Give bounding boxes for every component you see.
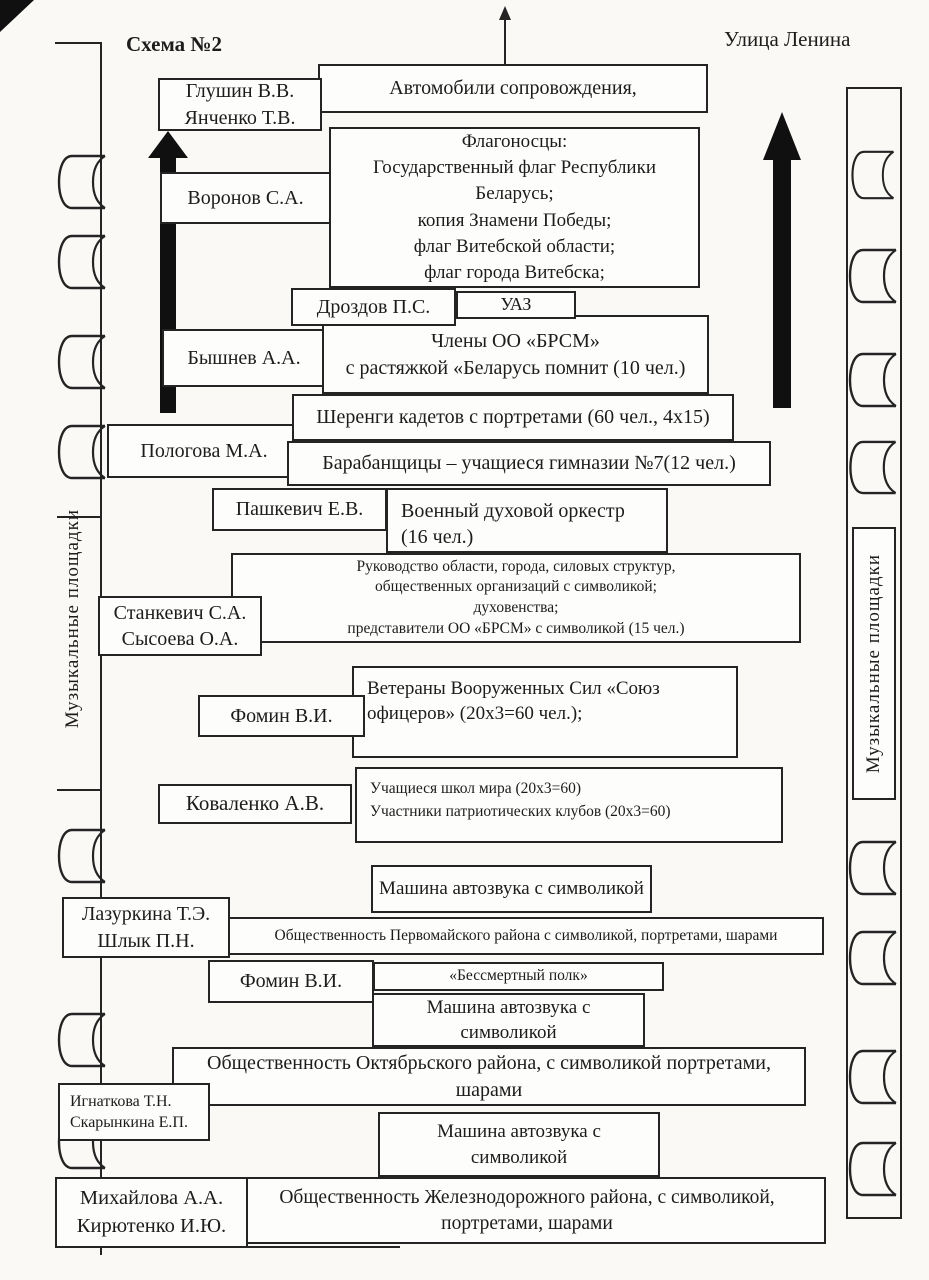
veterans-line: Ветераны Вооруженных Сил «Союз	[367, 678, 660, 699]
sound-car-line: символикой	[460, 1022, 557, 1043]
flagbearers-line: копия Знамени Победы;	[417, 209, 612, 231]
glushin-name: Глушин В.В.	[185, 80, 295, 103]
brsm-line: Члены ОО «БРСМ»	[431, 330, 600, 353]
box-zheleznodorozhny-district	[228, 1177, 826, 1244]
box-oktyabrsky-district	[172, 1047, 806, 1106]
speaker-cylinder-icon	[848, 246, 898, 306]
leadership-line: духовенства;	[473, 599, 559, 616]
right-musical-platforms-text: Музыкальные площадки	[863, 553, 884, 774]
box-organizers-glushin-yanchenko	[158, 78, 322, 131]
stankevich-name: Станкевич С.А.	[113, 601, 247, 624]
box-organizers-stankevich-sysoeva	[98, 596, 262, 656]
leadership-line: Руководство области, города, силовых структур,	[356, 557, 676, 575]
flagbearers-line: флаг города Витебска;	[424, 261, 605, 283]
leadership-line: представители ОО «БРСМ» с символикой (15 чел.)	[347, 619, 685, 637]
box-organizers-ignatkova-skarynkina	[58, 1083, 210, 1141]
orchestra-line: Военный духовой оркестр	[401, 500, 625, 522]
box-cadet-ranks	[292, 394, 734, 441]
veterans-line: офицеров» (20х3=60 чел.);	[367, 703, 583, 725]
cadets-text: Шеренги кадетов с портретами (60 чел., 4х15)	[316, 406, 710, 429]
leadership-line: общественных организаций с символикой;	[375, 578, 657, 596]
left-frame-low-tick	[57, 789, 101, 791]
lazurkina-name: Лазуркина Т.Э.	[81, 903, 211, 926]
right-musical-platforms-box	[852, 527, 896, 800]
speaker-cylinder-icon	[848, 440, 898, 495]
box-pervomaisky-district	[228, 917, 824, 955]
sound-car-text: Машина автозвука с символикой	[379, 878, 644, 900]
box-flagbearers	[329, 127, 700, 288]
box-veterans-union	[352, 666, 738, 758]
left-musical-platforms-label	[54, 452, 92, 786]
right-direction-arrow-shaft	[773, 156, 791, 408]
sound-car-line: символикой	[470, 1146, 568, 1168]
sound-car-line: Машина автозвука с	[426, 996, 591, 1018]
mikhailova-name: Михайлова А.А.	[79, 1187, 224, 1210]
box-sound-car-2	[372, 993, 645, 1047]
drozdov-name: Дроздов П.С.	[316, 295, 431, 318]
fomin-name: Фомин В.И.	[239, 970, 343, 993]
box-organizer-pashkevich	[212, 488, 387, 531]
oktyabrsky-line: шарами	[455, 1078, 523, 1101]
flagbearers-line: Беларусь;	[475, 183, 554, 205]
zheleznodorozhny-line: портретами, шарами	[441, 1212, 613, 1234]
right-direction-arrowhead-icon	[763, 112, 801, 160]
speaker-cylinder-icon	[848, 150, 898, 200]
box-brsm-members	[322, 315, 709, 394]
sound-car-line: Машина автозвука с	[437, 1121, 601, 1143]
speaker-cylinder-icon	[57, 1011, 107, 1069]
box-organizer-voronov	[160, 172, 331, 224]
speaker-cylinder-icon	[848, 926, 898, 990]
speaker-cylinder-icon	[57, 424, 107, 480]
yanchenko-name: Янченко Т.В.	[184, 106, 296, 129]
box-military-orchestra	[386, 488, 668, 553]
pologova-name: Пологова М.А.	[140, 439, 268, 462]
speaker-cylinder-icon	[57, 333, 107, 391]
speaker-cylinder-icon	[57, 154, 107, 210]
oktyabrsky-line: Общественность Октябрьского района, с символикой портретами,	[207, 1052, 771, 1075]
kovalenko-name: Коваленко А.В.	[185, 791, 325, 816]
box-organizers-lazurkina-shlyk	[62, 897, 230, 958]
box-escort-vehicles-text: Автомобили сопровождения,	[389, 77, 637, 100]
box-organizer-fomin-1	[198, 695, 365, 737]
route-arrow-line	[504, 18, 506, 64]
pashkevich-name: Пашкевич Е.В.	[235, 498, 364, 521]
left-frame-top-tick	[55, 42, 102, 44]
immortal-regiment-text: «Бессмертный полк»	[449, 967, 588, 985]
byshnev-name: Бышнев А.А.	[187, 346, 301, 369]
orchestra-line: (16 чел.)	[401, 526, 474, 549]
drummers-text: Барабанщицы – учащиеся гимназии №7(12 чел.)	[322, 452, 736, 475]
box-organizer-fomin-2	[208, 960, 374, 1003]
uaz-text: УАЗ	[500, 294, 532, 315]
students-line: Учащиеся школ мира (20х3=60)	[370, 780, 582, 797]
ignatkova-name: Игнаткова Т.Н.	[70, 1092, 172, 1110]
box-regional-leadership	[231, 553, 801, 643]
left-musical-platforms-text: Музыкальные площадки	[62, 509, 83, 729]
box-sound-car-3	[378, 1112, 660, 1177]
pervomaisky-text: Общественность Первомайского района с символикой, портретами, шарами	[274, 926, 778, 944]
page-title: Схема №2	[126, 32, 222, 56]
street-name-label: Улица Ленина	[724, 27, 851, 51]
box-organizer-pologova	[107, 424, 301, 478]
sysoeva-name: Сысоева О.А.	[121, 628, 239, 650]
speaker-cylinder-icon	[848, 1136, 898, 1202]
zheleznodorozhny-line: Общественность Железнодорожного района, с символикой,	[279, 1186, 775, 1208]
box-sound-car-1	[371, 865, 652, 913]
speaker-cylinder-icon	[848, 349, 898, 411]
speaker-cylinder-icon	[848, 838, 898, 898]
flagbearers-line: Флагоносцы:	[461, 131, 568, 153]
box-drummers	[287, 441, 771, 486]
box-organizer-byshnev	[162, 329, 326, 387]
skarynkina-name: Скарынкина Е.П.	[70, 1114, 188, 1131]
brsm-line: с растяжкой «Беларусь помнит (10 чел.)	[345, 356, 686, 379]
speaker-cylinder-icon	[848, 1044, 898, 1110]
flagbearers-line: Государственный флаг Республики	[372, 157, 657, 179]
box-organizer-drozdov	[291, 288, 456, 326]
speaker-cylinder-icon	[57, 826, 107, 886]
speaker-cylinder-icon	[57, 234, 107, 290]
fomin-name: Фомин В.И.	[230, 704, 333, 727]
box-escort-vehicles	[318, 64, 708, 113]
box-organizer-kovalenko	[158, 784, 352, 824]
flagbearers-line: флаг Витебской области;	[413, 235, 616, 257]
box-organizers-mikhailova-kiryutenko	[55, 1177, 248, 1248]
shlyk-name: Шлык П.Н.	[97, 929, 195, 952]
voronov-name: Воронов С.А.	[187, 186, 304, 209]
left-direction-arrowhead-icon	[148, 131, 188, 158]
box-uaz-vehicle	[456, 291, 576, 319]
kiryutenko-name: Кирютенко И.Ю.	[76, 1214, 227, 1237]
scan-corner-arrow-mark	[0, 0, 34, 32]
students-line: Участники патриотических клубов (20х3=60)	[370, 803, 671, 821]
box-immortal-regiment	[373, 962, 664, 991]
box-peace-school-students	[355, 767, 783, 843]
